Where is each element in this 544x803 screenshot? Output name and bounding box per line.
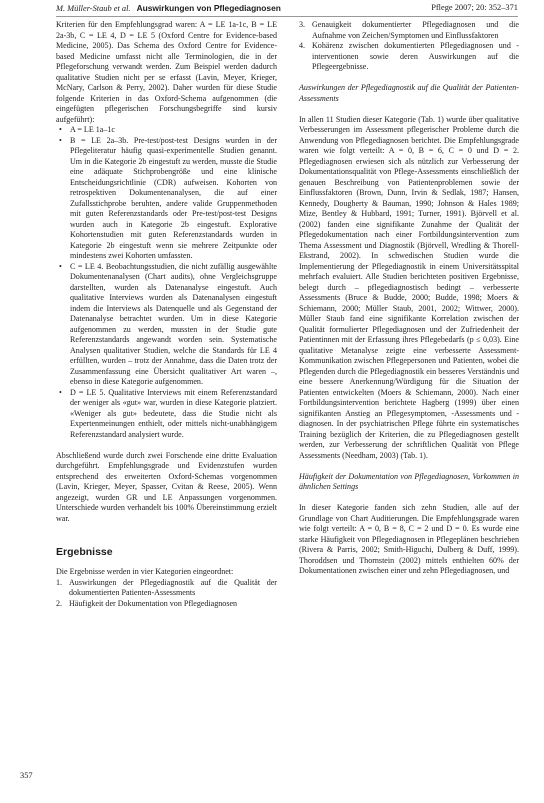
results-list-continued — [299, 20, 519, 73]
list-number: 4. — [299, 41, 306, 50]
right-column — [299, 20, 519, 577]
list-text: Häufigkeit der Dokumentation von Pflegediagnosen — [69, 598, 238, 608]
list-text: Genauigkeit dokumentierter Pflegediagnosen und die Aufnahme von Zeichen/Symptomen und Einflussfaktoren — [312, 20, 519, 40]
list-text: Auswirkungen der Pflegediagnostik auf die Qualität der dokumentierten Patienten-Assessments — [69, 577, 277, 597]
subheading-assessments: Auswirkungen der Pflegediagnostik auf die Qualität der Patienten-Assessments — [299, 83, 519, 103]
page-number: 357 — [20, 771, 33, 780]
grade-list — [56, 125, 277, 440]
grade-item-b: • B = LE 2a–3b. Pre-test/post-test Designs wurden in der Pflegeliteratur häufig quasi-experimentelle Studien genannt. Um in die Kategorie 2b eingestuft zu werden, musste die Studie eine adäquate Stichprobengröße und eine klinische Entscheidungsrichtlinie (CDR) aufweisen. Kohorten von retrospektiven Dokumentenanalysen, die auf einer Zufallsstichprobe beruhten, andere valide Gruppenmethoden mit guten Referenzstandards oder Pre-test/post-test Designs wurden auch in Kategorie 2b eingestuft. Explorative Kohortenstudien mit guten Referenzstandards wurden in Kategorie 2b eingestuft wenn sie mehrere Zeitpunkte oder mindestens zwei Kohorten umfassten. — [56, 136, 277, 262]
running-header — [56, 1, 518, 17]
header-journal: Pflege 2007; 20: 352–371 — [431, 3, 518, 12]
assessments-paragraph: In allen 11 Studien dieser Kategorie (Tab. 1) wurde über qualitative Verbesserungen im Assessment pflegerischer Probleme durch die Anwendung von Pflegediagnosen berichtet. Die Empfehlungsgrade waren wie folgt verteilt: A = 0, B = 6, C = 0 und D = 2. Pflegediagnosen erwiesen sich als nützlich zur Verbesserung der Dokumentationsqualität von Pflege-Assessments einschließlich der genauen Beschreibung von Patientenproblemen sowie der Einflussfaktoren (Brown, Dunn, Irvin & Sedlak, 1987; Hansen, Kennedy, Dougherty & Bauman, 1990; Johnson & Hales 1989; Mize, Bentley & Hubbard, 1991; Turner, 1991). Björvell et al. (2002) fanden eine signifikante Zunahme der Qualität der Pflegedokumentation nach einer Fortbildungsintervention zum Thema Assessment und Diagnostik (Björvell, Wredling & Thorell-Ekstrand, 2002). In schwedischen Studien wurde die Implementierung der Pflegediagnostik in einem Universitätsspital mehrfach evaluiert. Alle Studien berichteten positiven Ergebnisse, belegt durch – pflegediagnostisch bedingt – verbesserte Assessments (Bruce & Budde, 2000; Budde, 1998; Moers & Schiemann, 2000; Müller Staub, 2001, 2002; Wittwer, 2000). Müller Staub fand eine signifikante Korrelation zwischen der Qualität formulierter Pflegediagnosen und der Zufriedenheit der Patientinnen mit der Erfassung ihres Pflegebedarfs (p ≤ 0,03). Eine qualitative Metanalyse zeigte eine verbesserte Assessment-Kommunikation zwischen Pflegepersonen und Patienten, wobei die Pflegenden durch die Pflegediagnostik ein besseres Verständnis und eine bessere Anerkennung/Würdigung für die Situation der Patienten entwickelten (Moers & Schiemann, 2000). Nach einer Fortbildungsintervention berichtete Hagberg (1999) über einen signifikanten Anstieg an Pflegesymptomen, -Assessments und -diagnosen. In der psychiatrischen Pflege führte ein systematisches Training bezüglich der Kriterien, die zu Pflegediagnosen gestellt werden, zur Verbesserung der schriftlichen Qualität von Pflege Assessments (Needham, 2003) (Tab. 1). — [299, 114, 519, 460]
frequency-paragraph: In dieser Kategorie fanden sich zehn Studien, alle auf der Grundlage von Chart Auditierungen. Die Empfehlungsgrade waren wie folgt verteilt: A = 0, B = 8, C = 2 und D = 0. Es wurde eine starke Häufigkeit von Pflegediagnosen in Pflegeplänen beschrieben (Rivera & Parris, 2002; Smith-Higuchi, Dulberg & Duff, 1999). Thoroddsen und Thornstein (2002) mittels enthielten 60% der Dokumentationen zwischen einer und zehn Pflegediagnosen, und — [299, 503, 519, 575]
results-list-item — [56, 599, 277, 610]
criteria-intro: Kriterien für den Empfehlungsgrad waren: A = LE 1a-1c, B = LE 2a-3b, C = LE 4, D = LE 5 (Oxford Centre for Evidence-based Medicine, 2005). Das Schema des Oxford Centre for Evidence-based Medicine umfasst nicht alle Terminologien, die in der Pflegeforschung verwandt werden. Zum Beispiel werden dadurch qualitative Studien nicht per se erfasst (Lavin, Meyer, Krieger, McNary, Carlson & Perry, 2002). Daher wurden für diese Studie folgende Kriterien in das Oxford-Schema aufgenommen (die eingefügten pflegerischen Forschungsbegriffe sind kursiv aufgeführt): — [56, 20, 277, 124]
results-intro: Die Ergebnisse werden in vier Kategorien eingeordnet: — [56, 567, 234, 576]
grade-item-c: • C = LE 4. Beobachtungsstudien, die nicht zufällig ausgewählte Dokumentenanalysen (Chart audits), ohne Vergleichsgruppe darstellten, wurden als Datenanalyse eingestuft. Auch qualitative Interviews wurden als Datenanalysen eingestuft indem die Interviews als Datenquelle und als Gegenstand der Datenanalyse betrachtet wurden. Um in diese Kategorie aufgenommen zu werden, mussten in der Studie gute Referenzstandards angewandt worden sein. Systematische Analysen qualitativer Studien, welche die Standards für LE 4 erfüllten, wurden – trotz der Annahme, dass die Daten trotz der Zusammenfassung eine Übersicht qualitativer Art waren –, ebenso in diese Kategorie aufgenommen. — [56, 262, 277, 388]
grade-item-d: • D = LE 5. Qualitative Interviews mit einem Referenzstandard der weniger als «gut» war, wurden in diese Kategorie platziert. «Weniger als gut» bedeutete, dass die Studie nicht als Expertenmeinungen enthielt, oder mittels nicht-unabhängigem Referenzstandard analysiert wurde. — [56, 388, 277, 441]
results-list-item — [299, 20, 519, 41]
header-author: M. Müller-Staub et al. — [56, 4, 131, 13]
evaluation-paragraph: Abschließend wurde durch zwei Forschende eine dritte Evaluation durchgeführt. Empfehlungsgrade und Evidenzstufen wurden entsprechend des erweiterten Oxford-Schemas vorgenommen (Lavin, Krieger, Meyer, Spasser, Cvitan & Reese, 2005). Wenn angezeigt, wurden GR und LE Anpassungen vorgenommen. Unterschiede wurden verhandelt bis 100% Übereinstimmung erzielt war. — [56, 450, 277, 523]
results-list-item — [299, 41, 519, 73]
left-column — [56, 20, 277, 609]
results-heading: Ergebnisse — [56, 546, 113, 558]
list-text: Kohärenz zwischen dokumentierten Pflegediagnosen und -interventionen sowie deren Auswirkungen auf die Pflegeergebnisse. — [312, 41, 519, 71]
header-title: Auswirkungen von Pflegediagnosen — [136, 3, 281, 13]
list-number: 1. — [56, 577, 63, 587]
grade-item-a: • A = LE 1a–1c — [56, 125, 277, 136]
list-number: 3. — [299, 20, 306, 29]
subheading-frequency: Häufigkeit der Dokumentation von Pflegediagnosen, Vorkommen in ähnlichen Settings — [299, 471, 519, 491]
list-number: 2. — [56, 598, 63, 608]
results-list-item — [56, 578, 277, 599]
results-list — [56, 578, 277, 610]
